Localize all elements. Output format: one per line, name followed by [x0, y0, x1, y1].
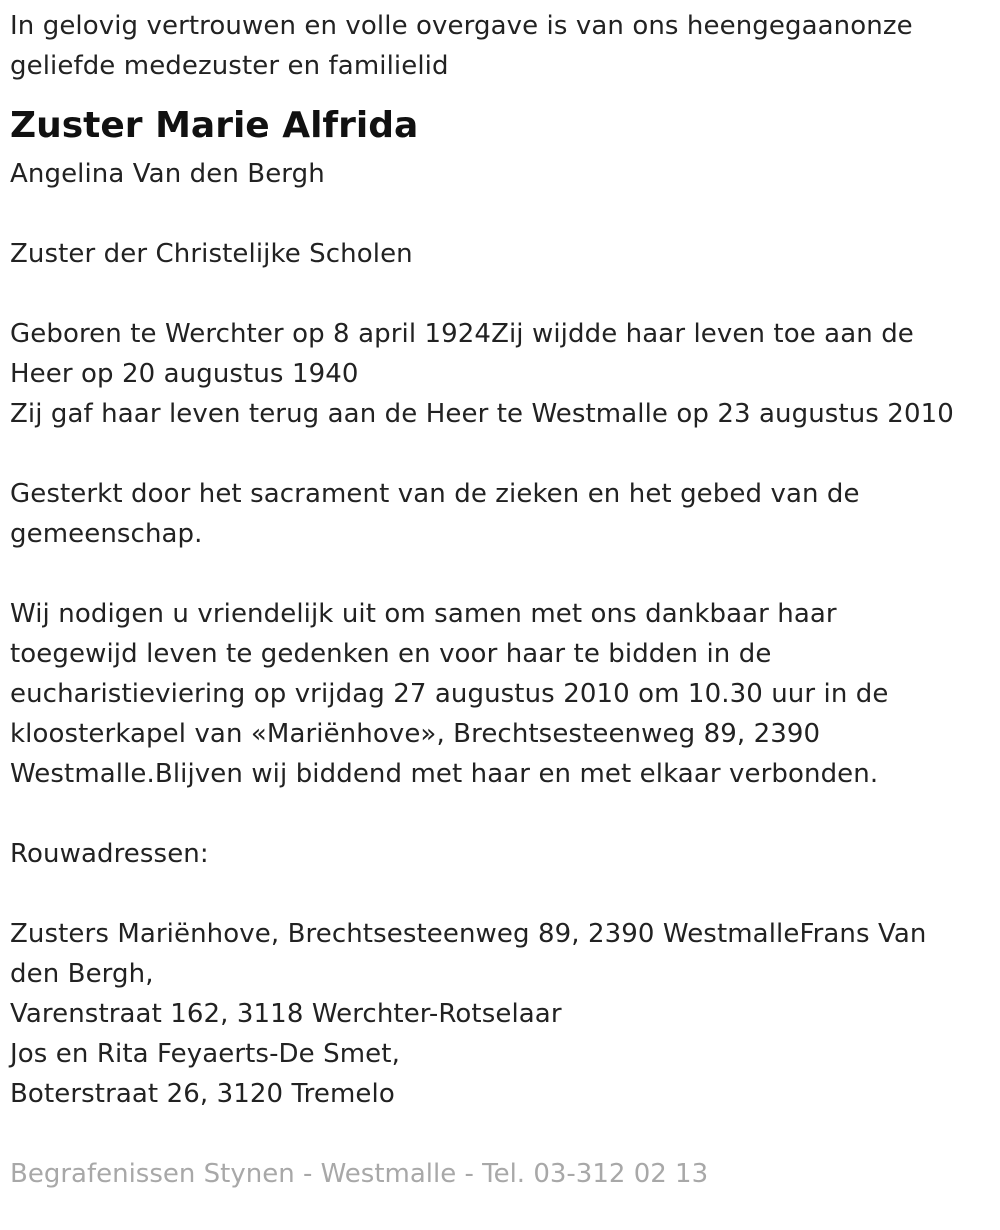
spacer [10, 794, 985, 834]
spacer [10, 434, 985, 474]
address-line: Zusters Mariënhove, Brechtsesteenweg 89, 2390 WestmalleFrans Van [10, 919, 927, 949]
life-line: Geboren te Werchter op 8 april 1924Zij wijdde haar leven toe aan de [10, 319, 914, 349]
sacrament-line: gemeenschap. [10, 519, 203, 549]
invitation-line: toegewijd leven te gedenken en voor haar te bidden in de [10, 639, 772, 669]
invitation-line: Westmalle.Blijven wij biddend met haar en met elkaar verbonden. [10, 759, 879, 789]
life-dates-paragraph [10, 314, 985, 434]
sacrament-paragraph [10, 474, 985, 554]
invitation-line: Wij nodigen u vriendelijk uit om samen met ons dankbaar haar [10, 599, 837, 629]
life-line: Zij gaf haar leven terug aan de Heer te Westmalle op 23 augustus 2010 [10, 399, 954, 429]
deceased-religious-name: Zuster Marie Alfrida [10, 105, 419, 146]
invitation-paragraph [10, 594, 985, 794]
address-line: den Bergh, [10, 959, 154, 989]
spacer [10, 874, 985, 914]
address-line: Boterstraat 26, 3120 Tremelo [10, 1079, 395, 1109]
address-line: Jos en Rita Feyaerts-De Smet, [10, 1039, 400, 1069]
life-line: Heer op 20 augustus 1940 [10, 359, 359, 389]
congregation-name: Zuster der Christelijke Scholen [10, 239, 413, 269]
obituary-document [10, 6, 985, 1194]
deceased-civil-name: Angelina Van den Bergh [10, 159, 325, 189]
intro-line: In gelovig vertrouwen en volle overgave is van ons heengegaanonze [10, 11, 913, 41]
spacer [10, 554, 985, 594]
spacer [10, 1114, 985, 1154]
spacer [10, 274, 985, 314]
spacer [10, 194, 985, 234]
intro-paragraph [10, 6, 985, 86]
intro-line: geliefde medezuster en familielid [10, 51, 449, 81]
invitation-line: eucharistieviering op vrijdag 27 augustus 2010 om 10.30 uur in de [10, 679, 889, 709]
invitation-line: kloosterkapel van «Mariënhove», Brechtsesteenweg 89, 2390 [10, 719, 821, 749]
address-line: Varenstraat 162, 3118 Werchter-Rotselaar [10, 999, 562, 1029]
addresses-heading: Rouwadressen: [10, 839, 209, 869]
sacrament-line: Gesterkt door het sacrament van de zieken en het gebed van de [10, 479, 860, 509]
funeral-home-footer: Begrafenissen Stynen - Westmalle - Tel. 03-312 02 13 [10, 1159, 709, 1189]
addresses-list [10, 914, 985, 1114]
